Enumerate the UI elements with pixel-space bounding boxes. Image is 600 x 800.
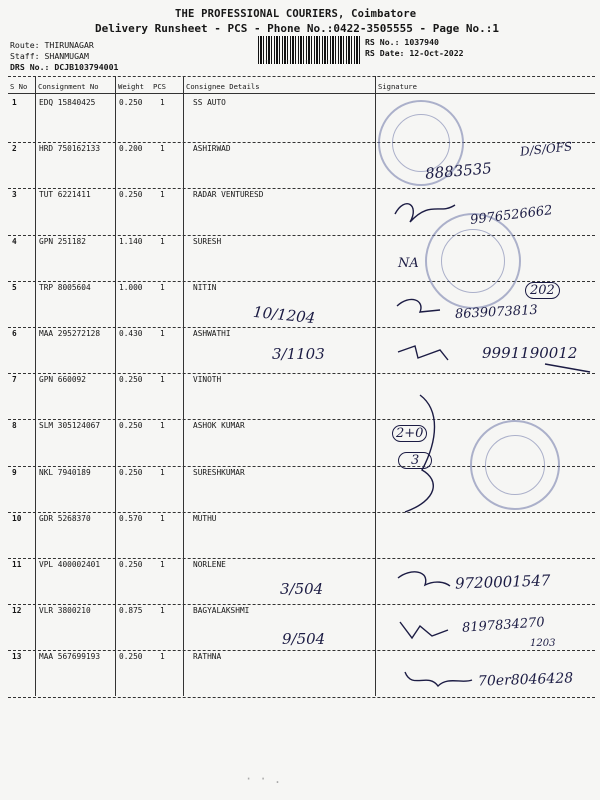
cell-sno: 9: [12, 467, 17, 477]
cell-pcs: 1: [160, 190, 165, 200]
cell-pcs: 1: [160, 282, 165, 292]
rs-date: RS Date: 12-Oct-2022: [365, 48, 464, 58]
cell-pcs: 1: [160, 513, 165, 523]
handwritten-door-no: 3/1103: [272, 345, 325, 363]
cell-pcs: 1: [160, 606, 165, 616]
cell-wt: 0.250: [119, 421, 143, 431]
cell-sno: 1: [12, 98, 17, 107]
cell-sno: 4: [12, 236, 17, 246]
cell-wt: 1.140: [119, 236, 143, 246]
row-divider: [8, 373, 595, 374]
cell-cons: GDR 5268370: [39, 513, 91, 523]
row-divider: [8, 604, 595, 605]
table-row: [0, 375, 600, 421]
cell-pcs: 1: [160, 375, 165, 385]
row-divider: [8, 142, 595, 143]
cell-name: SS AUTO: [193, 98, 226, 107]
cell-name: NORLENE: [193, 560, 226, 569]
header-weight: Weight: [118, 82, 144, 91]
rs-number: RS No.: 1037940: [365, 37, 439, 47]
cell-cons: MAA 567699193: [39, 652, 101, 662]
cell-pcs: 1: [160, 652, 165, 662]
cell-cons: HRD 750162133: [39, 144, 101, 154]
cell-name: ASHOK KUMAR: [193, 421, 245, 431]
handwritten-door-no: 3/504: [280, 580, 324, 598]
cell-name: VINOTH: [193, 375, 222, 385]
handwritten-mark: 2+0: [392, 425, 427, 442]
cell-pcs: 1: [160, 144, 165, 154]
header-consignment: Consignment No: [38, 82, 99, 91]
cell-cons: TUT 6221411: [39, 190, 91, 200]
handwritten-phone: 70er8046428: [477, 670, 574, 690]
handwritten-door-no: 9/504: [282, 630, 326, 648]
cell-cons: GPN 251182: [39, 236, 86, 246]
cell-sno: 13: [12, 652, 22, 662]
cell-wt: 0.250: [119, 98, 143, 107]
header-signature: Signature: [378, 82, 417, 91]
row-divider: [8, 650, 595, 651]
cell-sno: 8: [12, 421, 17, 431]
cell-cons: SLM 305124067: [39, 421, 101, 431]
cell-cons: VLR 3800210: [39, 606, 91, 616]
cell-pcs: 1: [160, 560, 165, 569]
cell-wt: 0.430: [119, 329, 143, 338]
cell-name: ASHIRWAD: [193, 144, 231, 154]
runsheet-title: THE PROFESSIONAL COURIERS, Coimbatore: [175, 8, 417, 20]
handwritten-box: 202: [525, 282, 560, 299]
handwritten-mark: NA: [398, 256, 419, 271]
row-divider: [8, 512, 595, 513]
handwritten-door-no: 10/1204: [252, 302, 317, 328]
table-header-rule: [8, 93, 595, 94]
cell-name: ASHWATHI: [193, 329, 231, 338]
cell-wt: 0.570: [119, 513, 143, 523]
cell-pcs: 1: [160, 236, 165, 246]
cell-name: NITIN: [193, 282, 217, 292]
cell-wt: 0.875: [119, 606, 143, 616]
barcode: [258, 36, 362, 64]
row-divider: [8, 188, 595, 189]
cell-name: SURESH: [193, 236, 222, 246]
cell-wt: 0.200: [119, 144, 143, 154]
cell-pcs: 1: [160, 98, 165, 107]
cell-wt: 0.250: [119, 375, 143, 385]
cell-name: MUTHU: [193, 513, 217, 523]
cell-cons: MAA 295272128: [39, 329, 101, 338]
cell-sno: 2: [12, 144, 17, 154]
cell-sno: 12: [12, 606, 22, 616]
cell-name: RADAR VENTURESD: [193, 190, 264, 200]
cell-wt: 0.250: [119, 652, 143, 662]
scan-artifact: · · .: [245, 772, 282, 786]
cell-wt: 0.250: [119, 190, 143, 200]
handwritten-phone: 9991190012: [482, 344, 578, 362]
staff-label: Staff: SHANMUGAM: [10, 51, 89, 61]
table-top-rule: [8, 76, 595, 77]
cell-name: SURESHKUMAR: [193, 467, 245, 477]
cell-name: RATHNA: [193, 652, 222, 662]
cell-pcs: 1: [160, 467, 165, 477]
cell-sno: 6: [12, 329, 17, 338]
cell-sno: 3: [12, 190, 17, 200]
handwritten-phone: 8883535: [424, 159, 493, 183]
cell-cons: NKL 7940189: [39, 467, 91, 477]
handwritten-phone: 8639073813: [454, 302, 539, 323]
cell-cons: TRP 8005604: [39, 282, 91, 292]
cell-cons: VPL 400002401: [39, 560, 101, 569]
row-divider: [8, 558, 595, 559]
cell-wt: 1.000: [119, 282, 143, 292]
handwritten-mark: 3: [398, 452, 432, 469]
row-divider: [8, 697, 595, 698]
cell-pcs: 1: [160, 421, 165, 431]
cell-sno: 10: [12, 513, 22, 523]
row-divider: [8, 327, 595, 328]
handwritten-note: D/S/OFS: [519, 139, 573, 159]
cell-cons: EDQ 15840425: [39, 98, 96, 107]
handwritten-phone: 9976526662: [469, 203, 554, 228]
cell-pcs: 1: [160, 329, 165, 338]
handwritten-phone: 9720001547: [454, 571, 551, 593]
handwritten-extra: 1203: [530, 638, 556, 649]
cell-name: BAGYALAKSHMI: [193, 606, 250, 616]
handwritten-phone: 8197834270: [461, 615, 546, 636]
header-sno: S No: [10, 82, 28, 91]
cell-sno: 11: [12, 560, 22, 569]
cell-sno: 7: [12, 375, 17, 385]
cell-cons: GPN 660092: [39, 375, 86, 385]
route-label: Route: THIRUNAGAR: [10, 40, 94, 50]
table-row: [0, 98, 600, 144]
company-stamp: [470, 420, 560, 510]
header-consignee: Consignee Details: [186, 82, 260, 91]
drs-label: DRS No.: DCJB103794001: [10, 62, 119, 72]
cell-wt: 0.250: [119, 467, 143, 477]
table-row: [0, 514, 600, 560]
cell-sno: 5: [12, 282, 17, 292]
runsheet-subtitle: Delivery Runsheet - PCS - Phone No.:0422-3505555 - Page No.:1: [95, 22, 499, 35]
header-pcs: PCS: [153, 82, 166, 91]
table-row: [0, 144, 600, 190]
cell-wt: 0.250: [119, 560, 143, 569]
